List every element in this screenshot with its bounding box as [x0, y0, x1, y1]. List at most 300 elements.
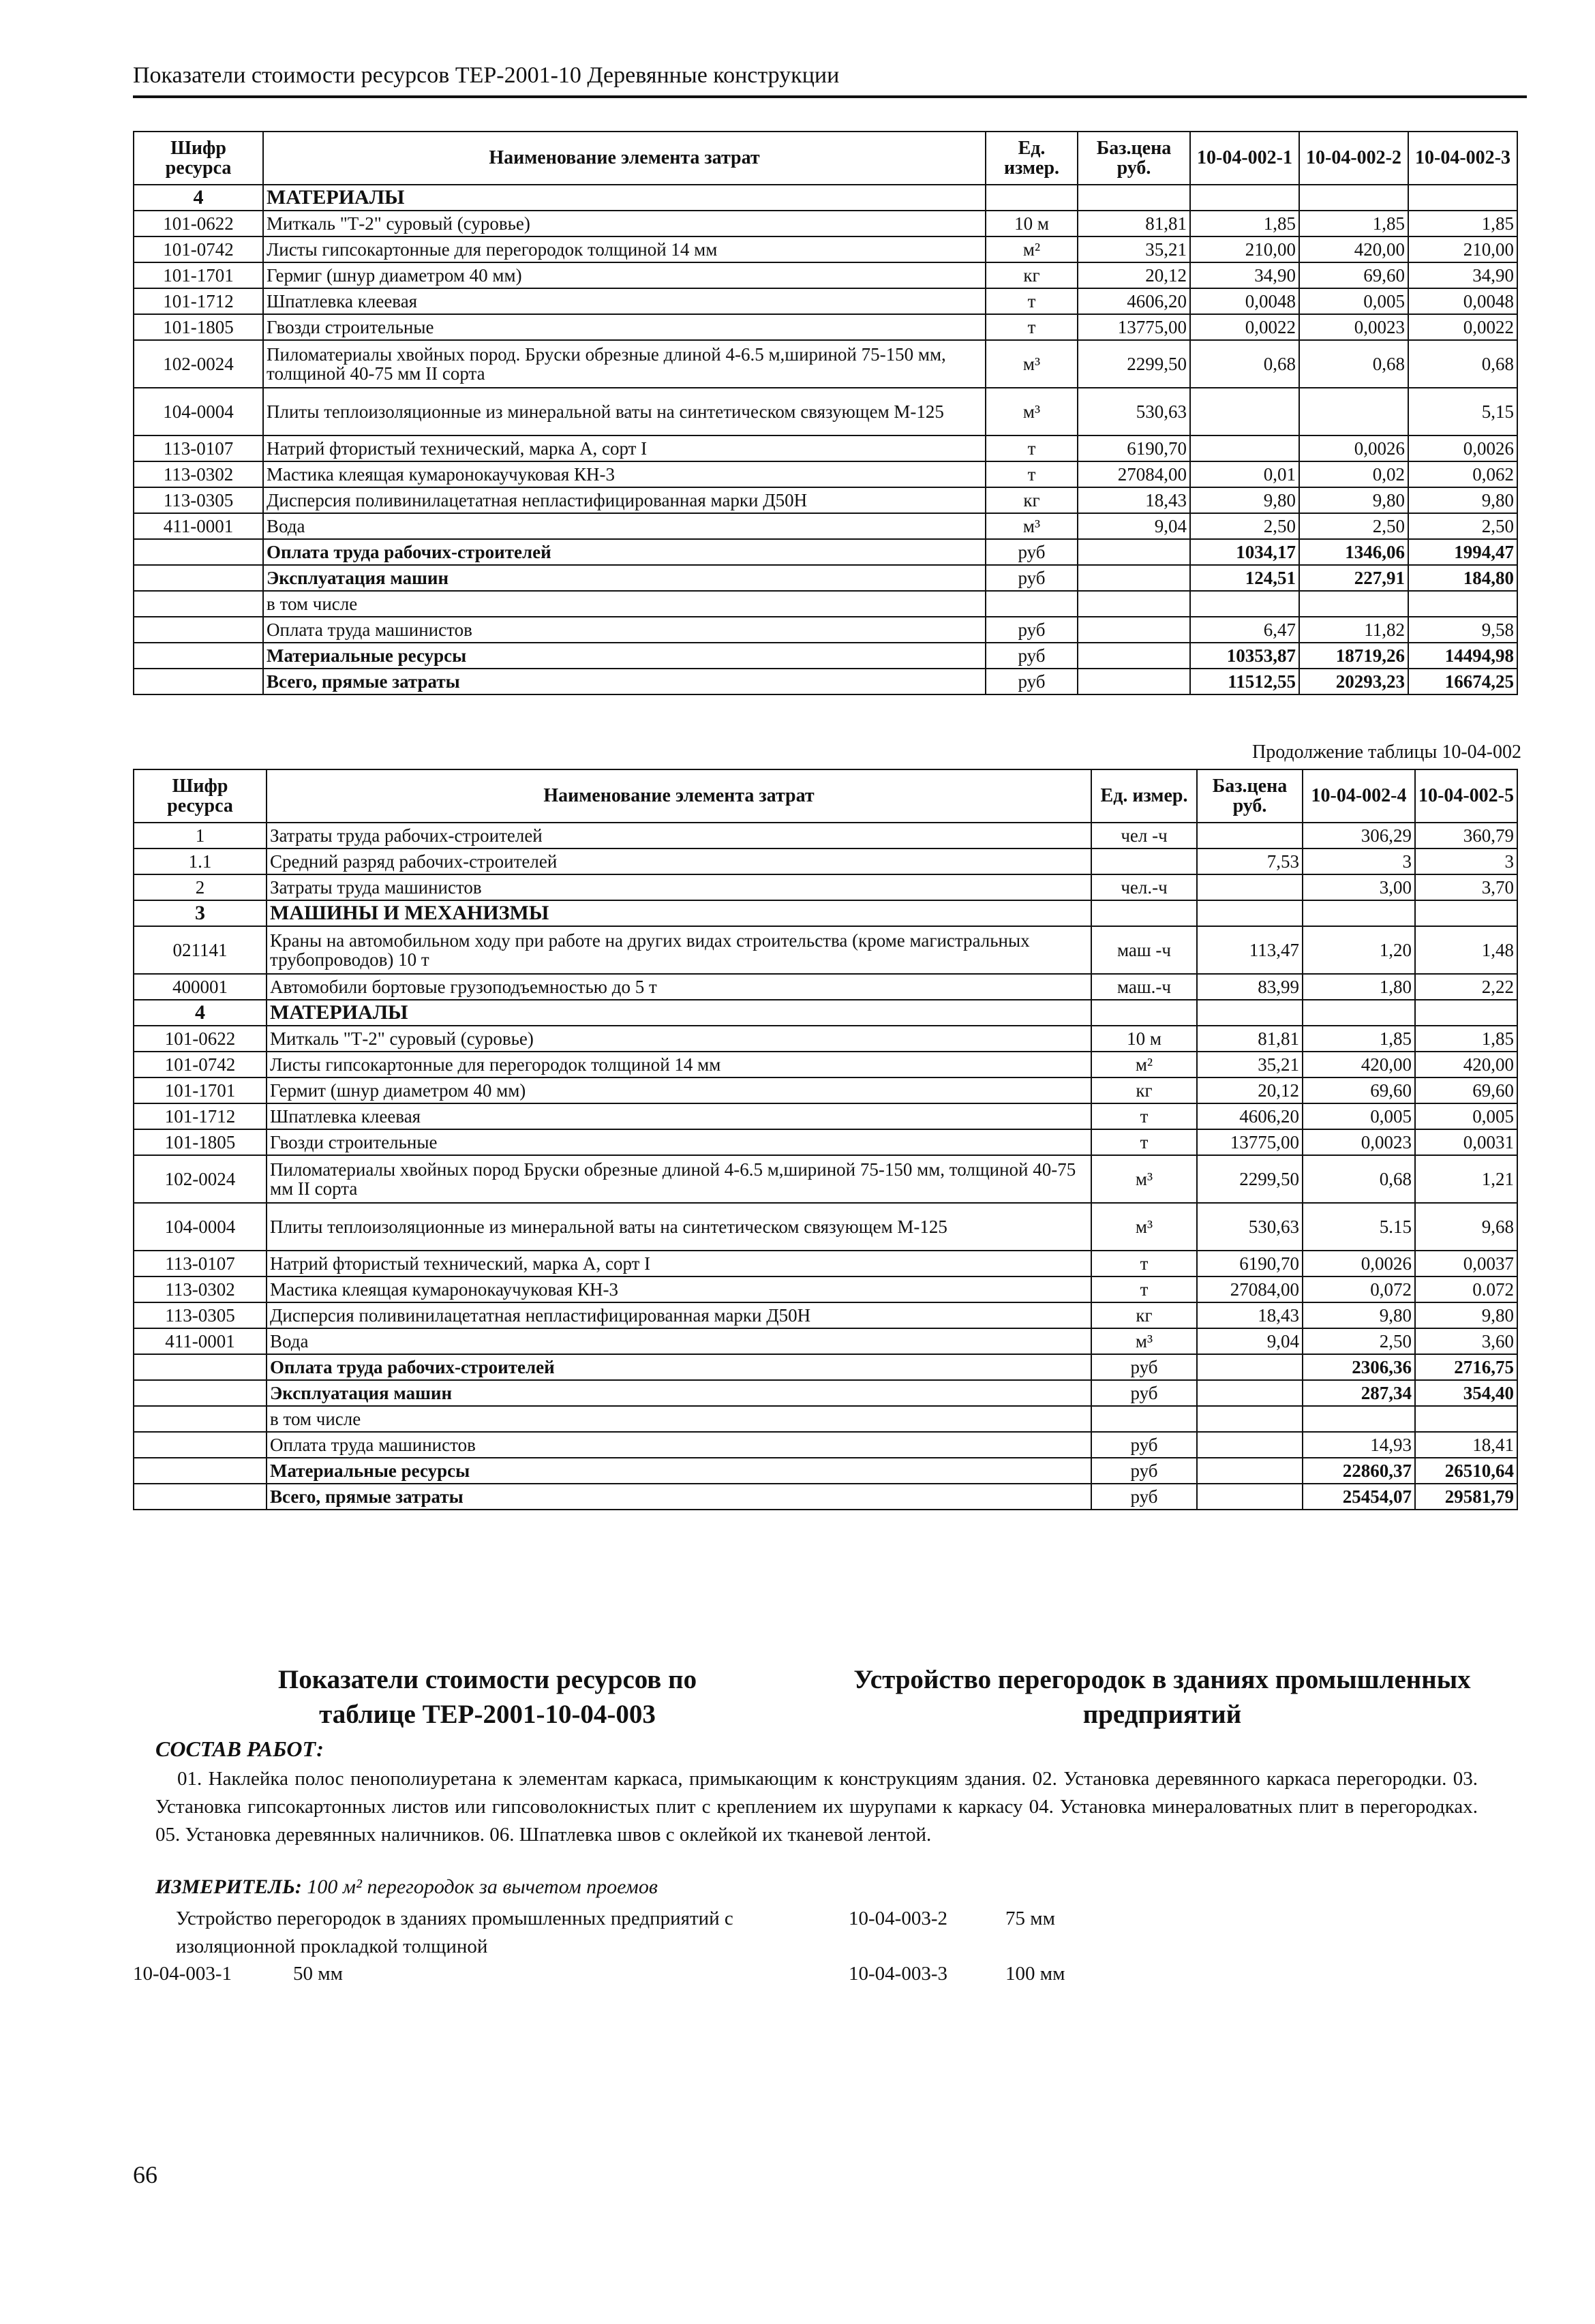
table-row [134, 1406, 1517, 1432]
cell-unit: т [1091, 1103, 1197, 1129]
cell-code: 113-0302 [134, 461, 263, 487]
table-body [134, 185, 1517, 694]
cell-value-1: 0,0023 [1303, 1129, 1415, 1155]
cell-value-2: 20293,23 [1299, 669, 1408, 694]
cell-value-1: 1,85 [1303, 1026, 1415, 1052]
cell-value-2: 3,60 [1415, 1328, 1517, 1354]
cell-price: 35,21 [1197, 1052, 1303, 1077]
cell-code: 101-1701 [134, 1077, 267, 1103]
option-value-1: 50 мм [293, 1963, 343, 1985]
cell-name: Оплата труда машинистов [267, 1432, 1091, 1458]
cell-value-1: 420,00 [1303, 1052, 1415, 1077]
cell-code [134, 1380, 267, 1406]
cell-code: 101-1805 [134, 314, 263, 340]
cell-value-2: 2716,75 [1415, 1354, 1517, 1380]
cell-unit [1091, 1000, 1197, 1026]
cell-unit: руб [1091, 1484, 1197, 1510]
cell-price [1197, 1484, 1303, 1510]
running-head: Показатели стоимости ресурсов ТЕР-2001-10 Деревянные конструкции [133, 63, 840, 88]
cell-unit: руб [986, 669, 1078, 694]
header-code: Шифр ресурса [134, 769, 267, 823]
cell-name: Оплата труда рабочих-строителей [263, 539, 986, 565]
cell-name: Гвозди строительные [267, 1129, 1091, 1155]
cell-value-2: 1,48 [1415, 926, 1517, 974]
table-row [134, 617, 1517, 643]
table-row [134, 461, 1517, 487]
cell-price [1197, 1406, 1303, 1432]
cell-value-1: 2,50 [1190, 513, 1299, 539]
table-row [134, 388, 1517, 435]
table-row [134, 974, 1517, 1000]
table-row [134, 314, 1517, 340]
cell-value-2: 354,40 [1415, 1380, 1517, 1406]
cell-value-3: 1994,47 [1408, 539, 1517, 565]
header-code: Шифр ресурса [134, 132, 263, 185]
cell-value-1 [1190, 185, 1299, 211]
cell-price [1197, 823, 1303, 848]
cell-price: 83,99 [1197, 974, 1303, 1000]
cell-code: 3 [134, 900, 267, 926]
cell-value-3: 9,80 [1408, 487, 1517, 513]
cell-value-1: 0,005 [1303, 1103, 1415, 1129]
cell-value-1: 3 [1303, 848, 1415, 874]
cell-unit: м² [986, 236, 1078, 262]
table-row [134, 1276, 1517, 1302]
cell-value-1: 3,00 [1303, 874, 1415, 900]
cell-value-1: 5.15 [1303, 1203, 1415, 1251]
cell-value-1 [1303, 900, 1415, 926]
cell-unit: м³ [986, 340, 1078, 388]
cell-price: 13775,00 [1197, 1129, 1303, 1155]
section-title-indicators: Показатели стоимости ресурсов по таблице ТЕР-2001-10-04-003 [277, 1665, 697, 1729]
cell-price: 2299,50 [1078, 340, 1190, 388]
cell-price [1078, 185, 1190, 211]
cell-unit: чел.-ч [1091, 874, 1197, 900]
table-row [134, 1103, 1517, 1129]
composition-text: 01. Наклейка полос пенополиуретана к элементам каркаса, примыкающим к конструкциям здания. 02. Установка деревянного каркаса перегородки. 03. Установка гипсокартонных листов или гипсоволокнистых плит с креплением их шурупами к каркасу 04. Установка минераловатных плит в перегородках. 05. Установка деревянных наличников. 06. Шпатлевка швов с оклейкой их тканевой лентой. [155, 1768, 1478, 1846]
cell-unit: 10 м [1091, 1026, 1197, 1052]
cell-name: МАТЕРИАЛЫ [267, 1000, 1091, 1026]
table-row [134, 1203, 1517, 1251]
cell-unit: т [986, 435, 1078, 461]
header-col-3: 10-04-002-3 [1408, 132, 1517, 185]
table-row [134, 1251, 1517, 1276]
table-row [134, 1432, 1517, 1458]
cell-value-1: 14,93 [1303, 1432, 1415, 1458]
section-row [134, 900, 1517, 926]
cell-value-2 [1299, 591, 1408, 617]
cell-value-3 [1408, 185, 1517, 211]
cell-price [1078, 539, 1190, 565]
cell-code: 411-0001 [134, 513, 263, 539]
cell-name: в том числе [263, 591, 986, 617]
cell-code [134, 643, 263, 669]
cell-value-1: 69,60 [1303, 1077, 1415, 1103]
cell-code: 102-0024 [134, 340, 263, 388]
cell-value-3: 1,85 [1408, 211, 1517, 236]
cell-value-3: 184,80 [1408, 565, 1517, 591]
total-row [134, 1354, 1517, 1380]
cell-unit: руб [986, 539, 1078, 565]
cell-value-1: 9,80 [1303, 1302, 1415, 1328]
cell-code: 113-0107 [134, 435, 263, 461]
cell-code [134, 1406, 267, 1432]
cell-code: 101-0742 [134, 1052, 267, 1077]
cell-unit: т [1091, 1129, 1197, 1155]
cell-value-2: 0,02 [1299, 461, 1408, 487]
cell-value-1: 2,50 [1303, 1328, 1415, 1354]
cell-name: Пиломатериалы хвойных пород Бруски обрезные длиной 4-6.5 м,шириной 75-150 мм, толщиной 40-75 мм II сорта [267, 1155, 1091, 1203]
cell-name: Автомобили бортовые грузоподъемностью до 5 т [267, 974, 1091, 1000]
section-row [134, 1000, 1517, 1026]
cell-price [1078, 591, 1190, 617]
cell-unit: чел -ч [1091, 823, 1197, 848]
cell-value-2: 3,70 [1415, 874, 1517, 900]
cell-price: 35,21 [1078, 236, 1190, 262]
cell-price [1197, 1354, 1303, 1380]
cell-code: 1.1 [134, 848, 267, 874]
cell-value-1: 6,47 [1190, 617, 1299, 643]
cell-value-2 [1299, 388, 1408, 435]
header-rule [133, 95, 1527, 98]
cell-code [134, 617, 263, 643]
cell-value-2: 26510,64 [1415, 1458, 1517, 1484]
cell-name: Всего, прямые затраты [267, 1484, 1091, 1510]
header-col-1: 10-04-002-1 [1190, 132, 1299, 185]
cell-price [1078, 565, 1190, 591]
total-row [134, 539, 1517, 565]
cell-price: 18,43 [1197, 1302, 1303, 1328]
cell-unit: т [986, 461, 1078, 487]
cell-name: МАШИНЫ И МЕХАНИЗМЫ [267, 900, 1091, 926]
cell-price [1197, 1458, 1303, 1484]
cell-name: Мастика клеящая кумаронокаучуковая КН-3 [263, 461, 986, 487]
cell-unit: кг [1091, 1077, 1197, 1103]
cell-value-2: 360,79 [1415, 823, 1517, 848]
cell-value-2: 29581,79 [1415, 1484, 1517, 1510]
header-price: Баз.цена руб. [1197, 769, 1303, 823]
cell-code: 113-0305 [134, 1302, 267, 1328]
cell-price: 20,12 [1197, 1077, 1303, 1103]
cell-price [1197, 874, 1303, 900]
cell-value-2: 1,21 [1415, 1155, 1517, 1203]
cell-price: 81,81 [1197, 1026, 1303, 1052]
cell-value-2: 0.072 [1415, 1276, 1517, 1302]
cell-price [1078, 643, 1190, 669]
cell-value-1: 22860,37 [1303, 1458, 1415, 1484]
cell-value-3: 0,062 [1408, 461, 1517, 487]
cell-code: 101-1805 [134, 1129, 267, 1155]
cell-value-1 [1303, 1000, 1415, 1026]
header-unit: Ед. измер. [1091, 769, 1197, 823]
meter-text: 100 м² перегородок за вычетом проемов [307, 1876, 658, 1898]
cell-unit: руб [1091, 1354, 1197, 1380]
cell-value-2: 0,0023 [1299, 314, 1408, 340]
cell-name: в том числе [267, 1406, 1091, 1432]
cell-name: Листы гипсокартонные для перегородок толщиной 14 мм [267, 1052, 1091, 1077]
cell-value-2 [1299, 185, 1408, 211]
cell-value-2: 9,80 [1299, 487, 1408, 513]
cell-price: 9,04 [1197, 1328, 1303, 1354]
cell-value-2: 420,00 [1299, 236, 1408, 262]
cell-code: 1 [134, 823, 267, 848]
cell-price: 27084,00 [1197, 1276, 1303, 1302]
cell-unit: руб [1091, 1458, 1197, 1484]
cell-price: 4606,20 [1078, 288, 1190, 314]
cell-code: 400001 [134, 974, 267, 1000]
cell-name: Плиты теплоизоляционные из минеральной ваты на синтетическом связующем М-125 [263, 388, 986, 435]
cell-name: Эксплуатация машин [267, 1380, 1091, 1406]
cell-name: Дисперсия поливинилацетатная непластифицированная марки Д50Н [263, 487, 986, 513]
cell-price [1197, 1380, 1303, 1406]
cell-price: 113,47 [1197, 926, 1303, 974]
cell-value-3: 0,0022 [1408, 314, 1517, 340]
cell-value-2: 2,22 [1415, 974, 1517, 1000]
cell-unit: т [986, 288, 1078, 314]
cell-name: Шпатлевка клеевая [267, 1103, 1091, 1129]
table-row [134, 435, 1517, 461]
composition-label: СОСТАВ РАБОТ: [155, 1737, 324, 1761]
section-title-work: Устройство перегородок в зданиях промышленных предприятий [853, 1665, 1471, 1729]
cell-name: МАТЕРИАЛЫ [263, 185, 986, 211]
cell-name: Листы гипсокартонные для перегородок толщиной 14 мм [263, 236, 986, 262]
cell-name: Гермит (шнур диаметром 40 мм) [267, 1077, 1091, 1103]
cell-price: 9,04 [1078, 513, 1190, 539]
cell-value-2: 0,0031 [1415, 1129, 1517, 1155]
cell-code: 101-0742 [134, 236, 263, 262]
cell-name: Эксплуатация машин [263, 565, 986, 591]
cell-value-2: 9,80 [1415, 1302, 1517, 1328]
cell-value-2: 0,0037 [1415, 1251, 1517, 1276]
cell-code: 021141 [134, 926, 267, 974]
cell-value-2: 2,50 [1299, 513, 1408, 539]
cell-name: Миткаль "Т-2" суровый (суровье) [267, 1026, 1091, 1052]
cell-price: 27084,00 [1078, 461, 1190, 487]
table-row [134, 513, 1517, 539]
cell-value-1: 0,01 [1190, 461, 1299, 487]
table-row [134, 1052, 1517, 1077]
table-row [134, 211, 1517, 236]
cell-value-1: 9,80 [1190, 487, 1299, 513]
table-row [134, 487, 1517, 513]
cell-name: Плиты теплоизоляционные из минеральной ваты на синтетическом связующем М-125 [267, 1203, 1091, 1251]
cell-unit: руб [986, 643, 1078, 669]
header-unit: Ед. измер. [986, 132, 1078, 185]
cell-name: Материальные ресурсы [267, 1458, 1091, 1484]
option-code-3: 10-04-003-3 [849, 1963, 947, 1985]
table-row [134, 1026, 1517, 1052]
cell-name: Мастика клеящая кумаронокаучуковая КН-3 [267, 1276, 1091, 1302]
cell-unit: 10 м [986, 211, 1078, 236]
cell-price: 7,53 [1197, 848, 1303, 874]
cell-price: 4606,20 [1197, 1103, 1303, 1129]
table-row [134, 1129, 1517, 1155]
cell-value-1: 0,0026 [1303, 1251, 1415, 1276]
cell-value-1: 2306,36 [1303, 1354, 1415, 1380]
table-row [134, 340, 1517, 388]
total-row [134, 1484, 1517, 1510]
cell-value-2: 9,68 [1415, 1203, 1517, 1251]
cell-code [134, 1354, 267, 1380]
cell-value-1: 210,00 [1190, 236, 1299, 262]
total-row [134, 643, 1517, 669]
cell-name: Миткаль "Т-2" суровый (суровье) [263, 211, 986, 236]
total-row [134, 669, 1517, 694]
cell-unit: м³ [1091, 1203, 1197, 1251]
cell-unit: т [986, 314, 1078, 340]
cell-value-3: 9,58 [1408, 617, 1517, 643]
cell-price: 81,81 [1078, 211, 1190, 236]
cell-price: 2299,50 [1197, 1155, 1303, 1203]
cell-name: Гвозди строительные [263, 314, 986, 340]
section-row [134, 185, 1517, 211]
cell-unit: м³ [1091, 1155, 1197, 1203]
cell-unit: м³ [986, 388, 1078, 435]
table-header-row [134, 132, 1517, 185]
table-row [134, 1328, 1517, 1354]
table-row [134, 591, 1517, 617]
cell-price: 18,43 [1078, 487, 1190, 513]
cell-value-2: 227,91 [1299, 565, 1408, 591]
cell-value-2 [1415, 1000, 1517, 1026]
cell-unit: кг [986, 487, 1078, 513]
header-price: Баз.цена руб. [1078, 132, 1190, 185]
table-row [134, 1302, 1517, 1328]
cell-value-1: 11512,55 [1190, 669, 1299, 694]
table-row [134, 848, 1517, 874]
cell-price: 6190,70 [1078, 435, 1190, 461]
cell-value-1: 287,34 [1303, 1380, 1415, 1406]
cell-value-3: 5,15 [1408, 388, 1517, 435]
cell-value-1 [1190, 435, 1299, 461]
cell-value-1: 25454,07 [1303, 1484, 1415, 1510]
cell-code: 101-0622 [134, 211, 263, 236]
cell-price [1197, 1000, 1303, 1026]
cell-unit [986, 185, 1078, 211]
cell-code [134, 1458, 267, 1484]
measurement-unit [155, 1876, 658, 1899]
cell-value-3: 0,68 [1408, 340, 1517, 388]
cell-value-2: 69,60 [1299, 262, 1408, 288]
option-description: Устройство перегородок в зданиях промышленных предприятий с изоляционной прокладкой толщиной [176, 1908, 733, 1958]
cell-value-3: 0,0026 [1408, 435, 1517, 461]
cell-price: 6190,70 [1197, 1251, 1303, 1276]
cell-value-2: 11,82 [1299, 617, 1408, 643]
cell-code: 101-1712 [134, 288, 263, 314]
table-row [134, 288, 1517, 314]
total-row [134, 565, 1517, 591]
cell-value-2: 1,85 [1415, 1026, 1517, 1052]
continuation-note: Продолжение таблицы 10-04-002 [1251, 741, 1521, 763]
cell-code: 102-0024 [134, 1155, 267, 1203]
header-col-5: 10-04-002-5 [1415, 769, 1517, 823]
cell-unit [1091, 900, 1197, 926]
cell-value-1: 306,29 [1303, 823, 1415, 848]
cell-code: 2 [134, 874, 267, 900]
cell-code: 104-0004 [134, 1203, 267, 1251]
cell-name: Оплата труда машинистов [263, 617, 986, 643]
cell-code: 411-0001 [134, 1328, 267, 1354]
cell-value-1: 0,68 [1190, 340, 1299, 388]
resource-table-1 [133, 131, 1518, 695]
cell-unit: м² [1091, 1052, 1197, 1077]
cell-value-2: 0,005 [1299, 288, 1408, 314]
cell-price: 13775,00 [1078, 314, 1190, 340]
cell-value-2 [1415, 1406, 1517, 1432]
cell-code: 4 [134, 185, 263, 211]
option-code-2: 10-04-003-2 [849, 1908, 947, 1929]
cell-price [1078, 669, 1190, 694]
cell-value-3 [1408, 591, 1517, 617]
cell-value-2: 3 [1415, 848, 1517, 874]
cell-code: 4 [134, 1000, 267, 1026]
cell-unit: м³ [986, 513, 1078, 539]
cell-value-1 [1190, 591, 1299, 617]
cell-code [134, 669, 263, 694]
page-number: 66 [133, 2161, 157, 2188]
cell-price: 530,63 [1197, 1203, 1303, 1251]
cell-unit: кг [986, 262, 1078, 288]
cell-value-3: 16674,25 [1408, 669, 1517, 694]
cell-name: Вода [263, 513, 986, 539]
table-row [134, 926, 1517, 974]
cell-unit: т [1091, 1276, 1197, 1302]
cell-value-3: 34,90 [1408, 262, 1517, 288]
cell-name: Материальные ресурсы [263, 643, 986, 669]
meter-label: ИЗМЕРИТЕЛЬ: [155, 1876, 302, 1898]
option-code-1: 10-04-003-1 [133, 1963, 232, 1985]
cell-name: Краны на автомобильном ходу при работе на других видах строительства (кроме магистральных трубопроводов) 10 т [267, 926, 1091, 974]
cell-unit: маш.-ч [1091, 974, 1197, 1000]
cell-value-3: 2,50 [1408, 513, 1517, 539]
cell-price: 20,12 [1078, 262, 1190, 288]
cell-code: 113-0302 [134, 1276, 267, 1302]
header-col-2: 10-04-002-2 [1299, 132, 1408, 185]
cell-name: Натрий фтористый технический, марка А, сорт I [267, 1251, 1091, 1276]
cell-value-1: 0,0022 [1190, 314, 1299, 340]
cell-code [134, 591, 263, 617]
cell-unit [1091, 1406, 1197, 1432]
cell-unit: маш -ч [1091, 926, 1197, 974]
cell-name: Гермиг (шнур диаметром 40 мм) [263, 262, 986, 288]
cell-value-1: 1,20 [1303, 926, 1415, 974]
header-col-4: 10-04-002-4 [1303, 769, 1415, 823]
cell-name: Шпатлевка клеевая [263, 288, 986, 314]
cell-value-3: 210,00 [1408, 236, 1517, 262]
option-value-2: 75 мм [1005, 1908, 1055, 1929]
cell-value-2: 18719,26 [1299, 643, 1408, 669]
cell-value-1 [1190, 388, 1299, 435]
cell-unit: м³ [1091, 1328, 1197, 1354]
cell-code: 101-0622 [134, 1026, 267, 1052]
cell-value-3: 14494,98 [1408, 643, 1517, 669]
cell-value-2: 1,85 [1299, 211, 1408, 236]
option-value-3: 100 мм [1005, 1963, 1065, 1985]
table-row [134, 1077, 1517, 1103]
cell-value-2: 0,005 [1415, 1103, 1517, 1129]
cell-value-1: 0,072 [1303, 1276, 1415, 1302]
cell-price [1078, 617, 1190, 643]
table-row [134, 874, 1517, 900]
cell-code [134, 565, 263, 591]
cell-value-1: 0,68 [1303, 1155, 1415, 1203]
cell-code: 101-1701 [134, 262, 263, 288]
cell-code [134, 539, 263, 565]
table-body [134, 823, 1517, 1510]
cell-name: Вода [267, 1328, 1091, 1354]
cell-code: 113-0107 [134, 1251, 267, 1276]
cell-value-2: 1346,06 [1299, 539, 1408, 565]
